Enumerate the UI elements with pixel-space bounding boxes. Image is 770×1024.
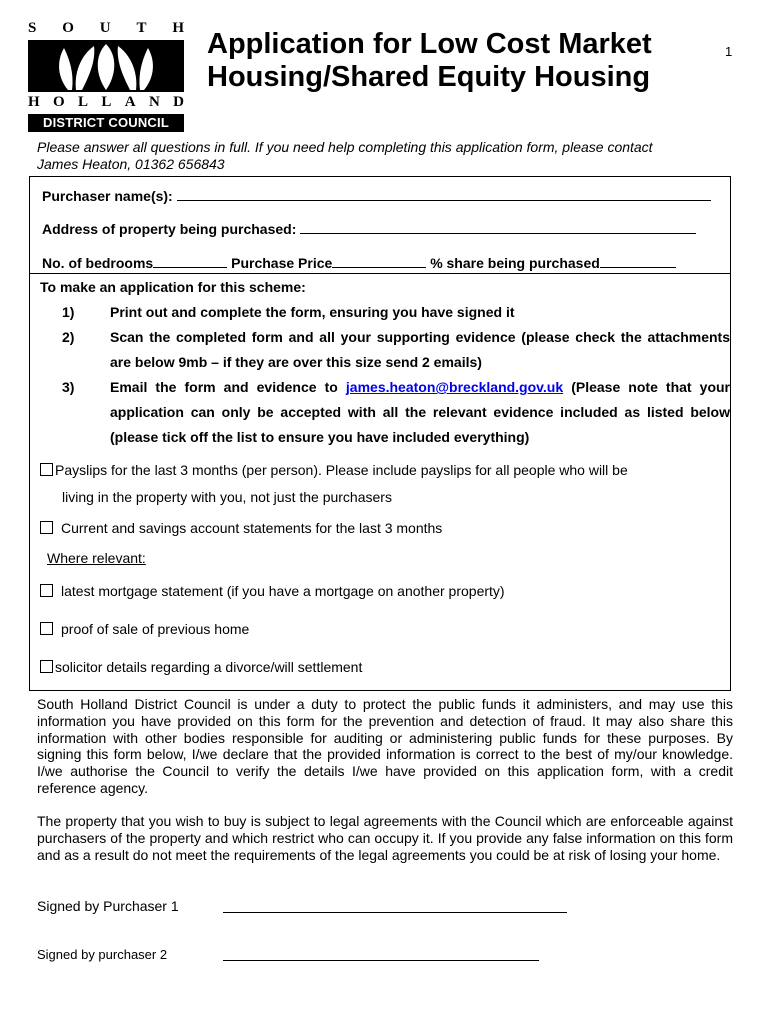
share-field[interactable] — [600, 255, 676, 268]
price-field[interactable] — [332, 255, 426, 268]
step-3: 3) Email the form and evidence to james.heaton@breckland.gov.uk (Please note that your application can only be accepted with all the relevant evidence included as listed below (please tick off the list to ensure you have included everything) — [62, 379, 730, 445]
logo-letters-top: S O U T H — [28, 20, 184, 36]
purchaser-name-label: Purchaser name(s): — [42, 188, 173, 204]
sale-checkbox[interactable] — [40, 622, 53, 635]
address-label: Address of property being purchased: — [42, 221, 297, 237]
price-label: Purchase Price — [231, 255, 333, 271]
address-field[interactable] — [300, 221, 696, 234]
share-label: % share being purchased — [430, 255, 600, 271]
page-number: 1 — [725, 44, 733, 59]
tulip-emblem-icon — [28, 40, 184, 92]
checklist-payslips: Payslips for the last 3 months (per person). Please include payslips for all people who will be living in the property with you, not just the purchasers — [40, 457, 720, 511]
checklist-mortgage: latest mortgage statement (if you have a mortgage on another property) — [40, 578, 720, 605]
signature-1-label: Signed by Purchaser 1 — [37, 898, 179, 914]
logo-letters-bottom: H O L L A N D — [28, 94, 184, 110]
where-relevant-heading: Where relevant: — [47, 550, 146, 566]
intro-text: Please answer all questions in full. If you need help completing this application form, please contact James Heaton, 01362 656843 — [37, 139, 653, 172]
instructions-box — [29, 273, 731, 691]
solicitor-checkbox[interactable] — [40, 660, 53, 673]
signature-2-label: Signed by purchaser 2 — [37, 947, 168, 962]
purchaser-name-row — [42, 188, 711, 204]
signature-2-field[interactable] — [223, 960, 539, 961]
checklist-solicitor: solicitor details regarding a divorce/will settlement — [40, 654, 720, 681]
steps-heading: To make an application for this scheme: — [40, 279, 306, 295]
signature-1-field[interactable] — [223, 912, 567, 913]
mortgage-checkbox[interactable] — [40, 584, 53, 597]
step-1: 1) Print out and complete the form, ensuring you have signed it — [62, 304, 515, 320]
bedrooms-field[interactable] — [153, 255, 227, 268]
address-row — [42, 221, 696, 237]
property-details-row — [42, 255, 676, 271]
legal-warning: The property that you wish to buy is subject to legal agreements with the Council which are enforceable against purchasers of the property and which restrict who can occupy it. If you provide any false information on this form and as a result do not meet the requirements of the legal agreements you could be at risk of losing your home. — [37, 813, 733, 863]
council-logo — [28, 20, 184, 132]
purchaser-name-field[interactable] — [177, 188, 711, 201]
step-2: 2) Scan the completed form and all your supporting evidence (please check the attachments are below 9mb – if they are over this size send 2 emails) — [62, 329, 730, 370]
logo-banner: DISTRICT COUNCIL — [28, 114, 184, 132]
payslips-checkbox[interactable] — [40, 463, 53, 476]
purchaser-details-box — [29, 176, 731, 274]
page-title: Application for Low Cost Market Housing/Shared Equity Housing — [207, 28, 652, 93]
email-link[interactable]: james.heaton@breckland.gov.uk — [345, 379, 564, 395]
fraud-declaration: South Holland District Council is under a duty to protect the public funds it administers, and may use this information you have provided on this form for the prevention and detection of fraud. It may also share this information with other bodies responsible for auditing or administering public funds for these purposes. By signing this form below, I/we declare that the provided information is correct to the best of my/our knowledge. I/we authorise the Council to verify the details I/we have provided on this application form, with a credit reference agency. — [37, 696, 733, 796]
statements-checkbox[interactable] — [40, 521, 53, 534]
checklist-sale: proof of sale of previous home — [40, 616, 720, 643]
bedrooms-label: No. of bedrooms — [42, 255, 154, 271]
checklist-statements: Current and savings account statements for the last 3 months — [40, 515, 720, 542]
